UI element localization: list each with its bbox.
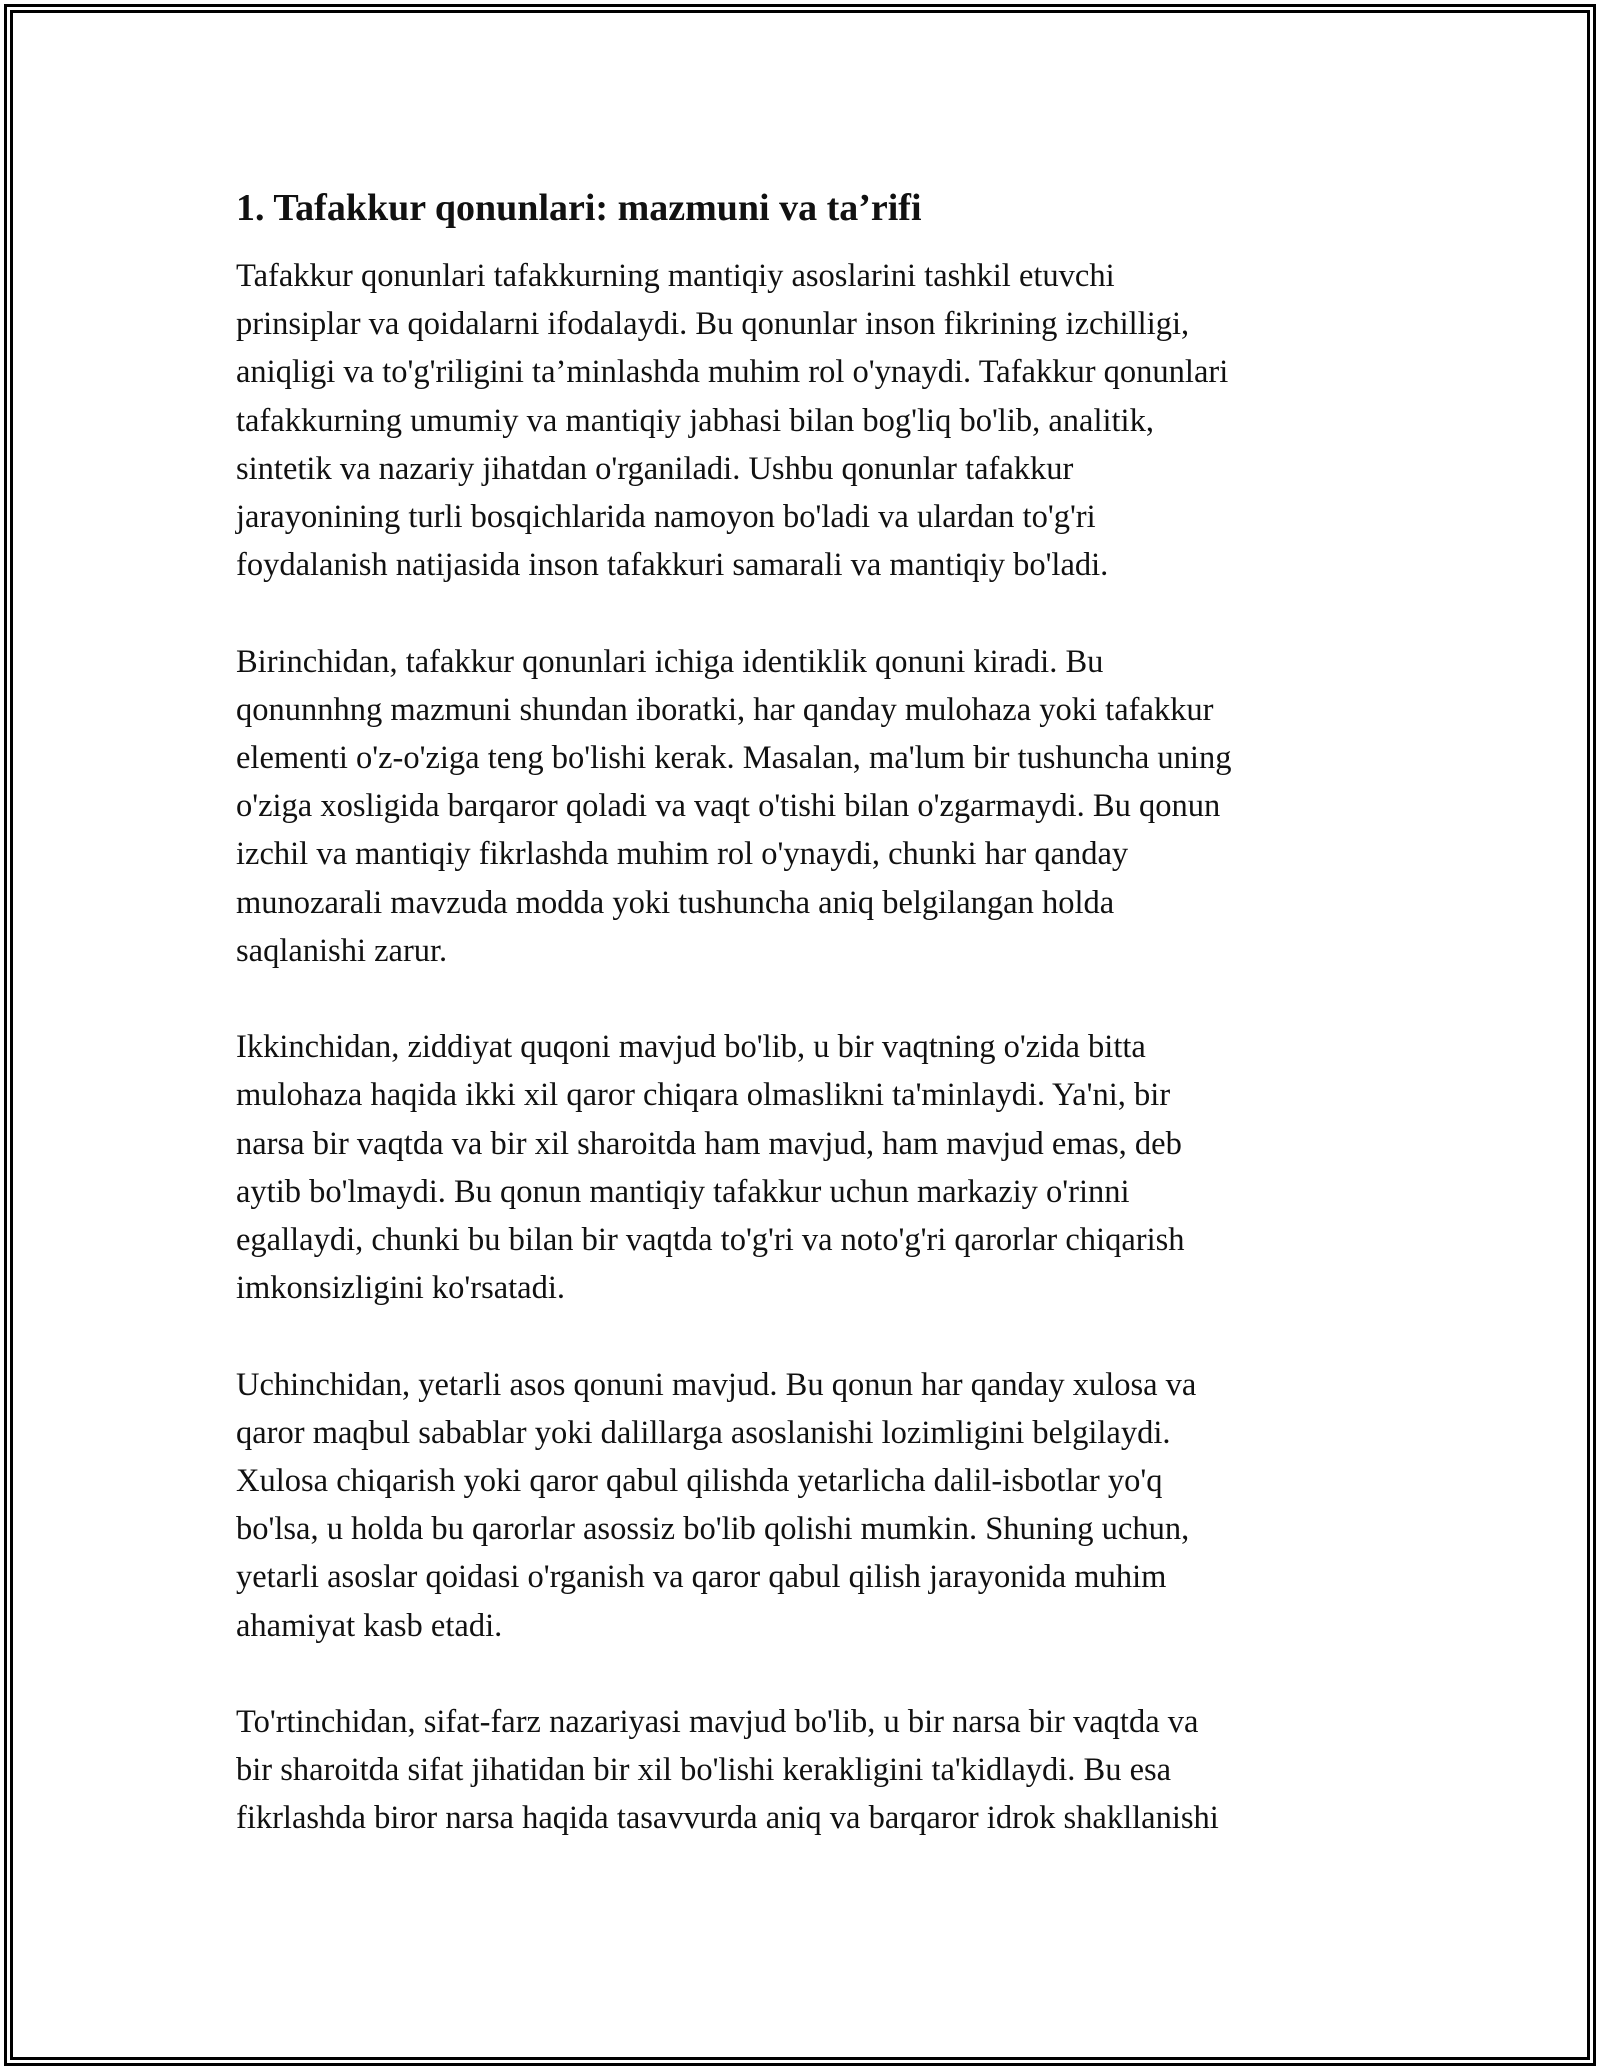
text-line: izchil va mantiqiy fikrlashda muhim rol o'ynaydi, chunki har qanday xyxy=(236,836,1129,873)
text-line: Ikkinchidan, ziddiyat quqoni mavjud bo'lib, u bir vaqtning o'zida bitta xyxy=(236,1029,1146,1066)
text-line: Uchinchidan, yetarli asos qonuni mavjud. Bu qonun har qanday xulosa va xyxy=(236,1366,1197,1403)
text-line: yetarli asoslar qoidasi o'rganish va qaror qabul qilish jarayonida muhim xyxy=(236,1559,1167,1596)
text-line: bir sharoitda sifat jihatidan bir xil bo'lishi kerakligini ta'kidlaydi. Bu esa xyxy=(236,1752,1172,1789)
document-content xyxy=(236,184,1366,1891)
paragraph-sufficient-reason-law xyxy=(236,1361,1366,1650)
text-line: jarayonining turli bosqichlarida namoyon bo'ladi va ulardan to'g'ri xyxy=(236,499,1096,536)
paragraph-quality-theory xyxy=(236,1698,1366,1843)
text-line: To'rtinchidan, sifat-farz nazariyasi mavjud bo'lib, u bir narsa bir vaqtda va xyxy=(236,1704,1199,1741)
text-line: tafakkurning umumiy va mantiqiy jabhasi bilan bog'liq bo'lib, analitik, xyxy=(236,402,1154,439)
text-line: aytib bo'lmaydi. Bu qonun mantiqiy tafakkur uchun markaziy o'rinni xyxy=(236,1173,1130,1210)
text-line: munozarali mavzuda modda yoki tushuncha aniq belgilangan holda xyxy=(236,884,1115,921)
paragraph-intro xyxy=(236,252,1366,589)
text-line: Xulosa chiqarish yoki qaror qabul qilishda yetarlicha dalil-isbotlar yo'q xyxy=(236,1463,1163,1500)
text-line: ahamiyat kasb etadi. xyxy=(236,1607,503,1644)
text-line: bo'lsa, u holda bu qarorlar asossiz bo'lib qolishi mumkin. Shuning uchun, xyxy=(236,1511,1190,1548)
text-line: aniqligi va to'g'riligini ta’minlashda muhim rol o'ynaydi. Tafakkur qonunlari xyxy=(236,354,1229,391)
text-line: Birinchidan, tafakkur qonunlari ichiga identiklik qonuni kiradi. Bu xyxy=(236,643,1104,680)
text-line: prinsiplar va qoidalarni ifodalaydi. Bu qonunlar inson fikrining izchilligi, xyxy=(236,306,1190,343)
paragraph-contradiction-law xyxy=(236,1023,1366,1312)
text-line: fikrlashda biror narsa haqida tasavvurda aniq va barqaror idrok shakllanishi xyxy=(236,1800,1219,1837)
text-line: saqlanishi zarur. xyxy=(236,932,448,969)
text-line: egallaydi, chunki bu bilan bir vaqtda to'g'ri va noto'g'ri qarorlar chiqarish xyxy=(236,1222,1185,1259)
text-line: foydalanish natijasida inson tafakkuri samarali va mantiqiy bo'ladi. xyxy=(236,547,1109,584)
text-line: mulohaza haqida ikki xil qaror chiqara olmaslikni ta'minlaydi. Ya'ni, bir xyxy=(236,1077,1171,1114)
text-line: imkonsizligini ko'rsatadi. xyxy=(236,1270,566,1307)
section-heading: 1. Tafakkur qonunlari: mazmuni va ta’rifi xyxy=(236,187,922,229)
text-line: qaror maqbul sabablar yoki dalillarga asoslanishi lozimligini belgilaydi. xyxy=(236,1414,1171,1451)
text-line: elementi o'z-o'ziga teng bo'lishi kerak. Masalan, ma'lum bir tushuncha uning xyxy=(236,740,1232,777)
text-line: o'ziga xosligida barqaror qoladi va vaqt o'tishi bilan o'zgarmaydi. Bu qonun xyxy=(236,788,1221,825)
paragraph-identity-law xyxy=(236,638,1366,975)
text-line: Tafakkur qonunlari tafakkurning mantiqiy asoslarini tashkil etuvchi xyxy=(236,258,1115,294)
text-line: narsa bir vaqtda va bir xil sharoitda ham mavjud, ham mavjud emas, deb xyxy=(236,1125,1182,1162)
text-line: qonunnhng mazmuni shundan iboratki, har qanday mulohaza yoki tafakkur xyxy=(236,691,1214,728)
text-line: sintetik va nazariy jihatdan o'rganiladi. Ushbu qonunlar tafakkur xyxy=(236,450,1074,487)
